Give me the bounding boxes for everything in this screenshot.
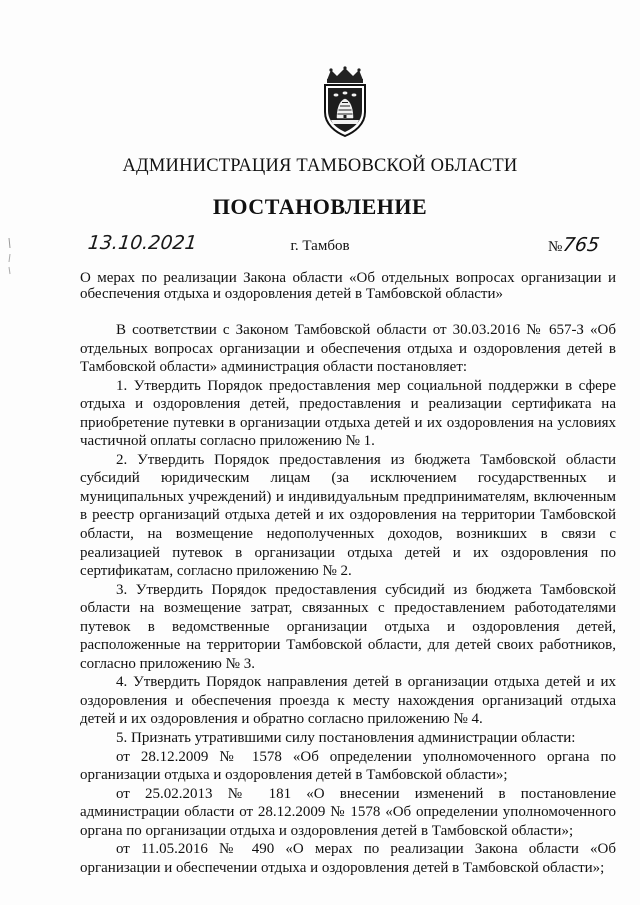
clause-2-paragraph: 2. Утвердить Порядок предоставления из бюджета Тамбовской области субсидий юридическим лицам (за исключением государственных и муниципальных учреждений) и индивидуальным предпринимателям, включенным в реестр организаций отдыха детей и их оздоровления на территории Тамбовской области, на возмещение недополученных доходов, возникших в связи с реализацией путевок в организации отдыха детей и их оздоровления по сертификатам, согласно приложению № 2.: [80, 451, 616, 580]
organization-title: АДМИНИСТРАЦИЯ ТАМБОВСКОЙ ОБЛАСТИ: [122, 156, 518, 176]
document-type-title: ПОСТАНОВЛЕНИЕ: [212, 194, 428, 219]
document-body: [80, 321, 616, 877]
document-date: 13.10.2021: [86, 232, 198, 254]
clause-3-paragraph: 3. Утвердить Порядок предоставления субсидий из бюджета Тамбовской области на возмещение затрат, связанных с предоставлением работодателями путевок в ведомственные организации отдыха и оздоровления детей, расположенные на территории Тамбовской области, для детей своих работников, согласно приложению № 3.: [80, 581, 616, 672]
number-prefix: №: [548, 239, 563, 255]
repealed-act-item: от 11.05.2016 № 490 «О мерах по реализации Закона области «Об организации и обеспечении отдыха и оздоровления детей в Тамбовской области»;: [80, 841, 616, 876]
repealed-act-item: от 28.12.2009 № 1578 «Об определении уполномоченного органа по организации отдыха и оздоровления детей в Тамбовской области»;: [80, 748, 616, 784]
repealed-act-item: от 25.02.2013 № 181 «О внесении изменений в постановление администрации области от 28.12.2009 № 1578 «Об определении уполномоченного органа по организации отдыха и оздоровления детей в Тамбовской области»;: [80, 785, 616, 839]
clause-1-paragraph: 1. Утвердить Порядок предоставления мер социальной поддержки в сфере отдыха и оздоровления детей, предоставления и реализации сертификата на приобретение путевки в организации отдыха детей и их оздоровления на условиях частичной оплаты согласно приложению № 1.: [80, 377, 616, 450]
clause-5-paragraph: 5. Признать утратившими силу постановления администрации области:: [116, 730, 576, 747]
preamble-paragraph: В соответствии с Законом Тамбовской области от 30.03.2016 № 657-З «Об отдельных вопросах организации и обеспечения отдыха и оздоровления детей в Тамбовской области» администрация области постановляет:: [80, 322, 616, 376]
tambov-coat-of-arms-icon: [317, 66, 373, 138]
number-value: 765: [561, 234, 602, 256]
document-subject: О мерах по реализации Закона области «Об отдельных вопросах организации и обеспечения отдыха и оздоровления детей в Тамбовской области»: [80, 270, 616, 302]
margin-scan-mark: [6, 236, 14, 276]
clause-4-paragraph: 4. Утвердить Порядок направления детей в организации отдыха детей и их оздоровления и обеспечения проезда к месту нахождения организаций отдыха детей и их оздоровления и обратно согласно приложению № 4.: [80, 674, 616, 728]
document-number: [548, 234, 600, 256]
document-city: г. Тамбов: [290, 238, 350, 254]
